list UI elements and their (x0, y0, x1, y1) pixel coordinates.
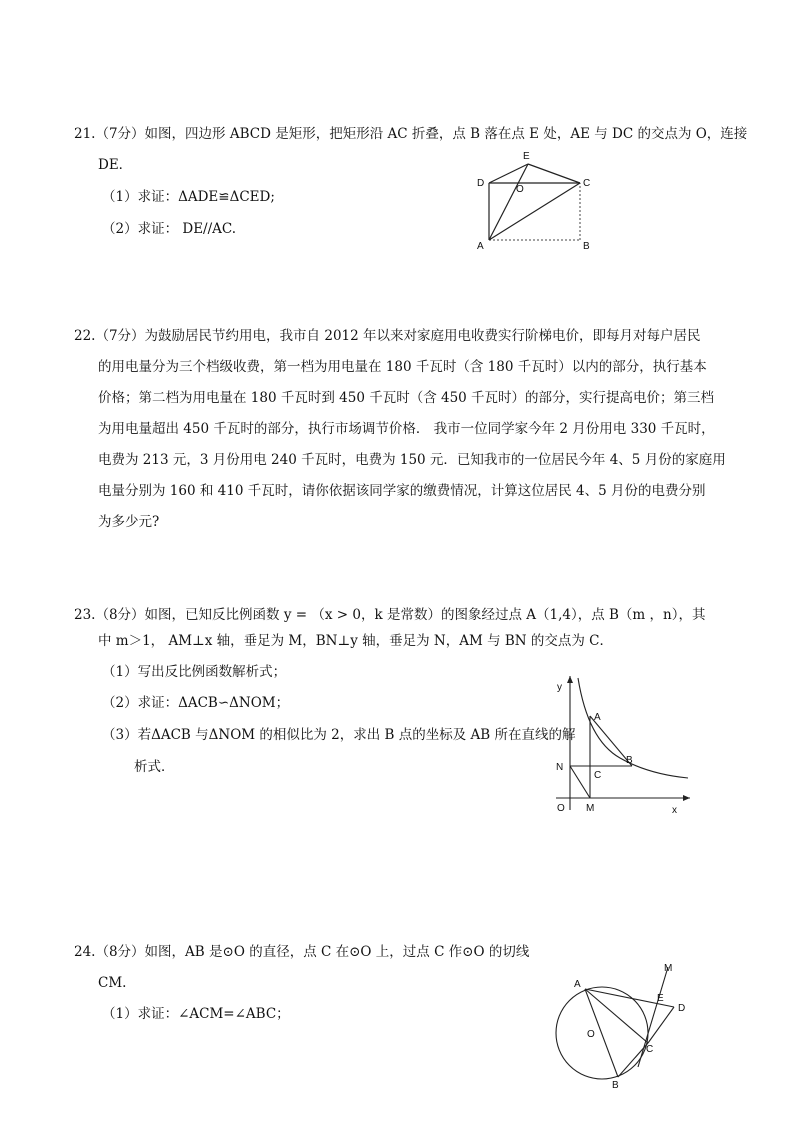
q23-label-N: N (556, 762, 564, 773)
q21-label-C: C (583, 178, 591, 189)
q22-line-5: 电费为 213 元，3 月份用电 240 千瓦时，电费为 150 元．已知我市的一位居民今年 4、5 月份的家庭用 (98, 452, 726, 468)
q23-hyperbola (578, 678, 688, 778)
q23-label-C: C (594, 770, 602, 781)
q22-line-4: 为用电量超出 450 千瓦时的部分，执行市场调节价格． 我市一位同学家今年 2 月份用电 330 千瓦时， (98, 421, 715, 437)
q24-line-2: CM. (98, 975, 127, 991)
q22-line-3: 价格；第二档为用电量在 180 千瓦时到 450 千瓦时（含 450 千瓦时）的部分，实行提高电价；第三档 (98, 390, 715, 406)
q24-part-1: （1）求证：∠ACM=∠ABC； (102, 1006, 290, 1022)
q23-line-2: 中 m＞1， AM⊥x 轴，垂足为 M，BN⊥y 轴，垂足为 N，AM 与 BN 的交点为 C． (98, 633, 614, 649)
q21-part-2: （2）求证： DE//AC. (102, 221, 237, 237)
q24-line-1: 24.（8分）如图，AB 是⊙O 的直径，点 C 在⊙O 上，过点 C 作⊙O 的切线 (74, 944, 530, 960)
q23-line-1: 23.（8分）如图，已知反比例函数 y = （x > 0，k 是常数）的图象经过点 A（1,4），点 B（m ，n），其 (74, 607, 706, 623)
q24-label-D: D (678, 1003, 686, 1014)
q23-part-1: （1）写出反比例函数解析式； (102, 664, 287, 680)
q22-line-6: 电量分别为 160 和 410 千瓦时，请你依据该同学家的缴费情况，计算这位居民 4、5 月份的电费分别 (98, 483, 706, 499)
q23-figure (548, 670, 698, 815)
q23-label-B: B (626, 755, 633, 766)
q23-y-arrow (567, 676, 573, 683)
q23-part-2: （2）求证：ΔACB∽ΔNOM； (102, 695, 290, 711)
q23-label-O: O (557, 803, 565, 814)
q23-part-3-cont: 析式． (134, 759, 175, 775)
q21-side-DE (489, 164, 528, 183)
q24-line-DC (648, 1007, 674, 1043)
q21-label-O: O (516, 184, 524, 195)
q23-label-y: y (557, 682, 562, 693)
q21-label-D: D (477, 178, 485, 189)
q22-line-1: 22.（7分）为鼓励居民节约用电，我市自 2012 年以来对家庭用电收费实行阶梯电价，即每月对每户居民 (74, 328, 701, 344)
q23-label-x: x (672, 805, 677, 816)
q24-label-O: O (587, 1029, 595, 1040)
q21-part-1: （1）求证：ΔADE≌ΔCED; (102, 189, 275, 205)
q24-figure (550, 955, 700, 1095)
q21-line-2: DE． (98, 157, 133, 173)
q21-line-1: 21.（7分）如图，四边形 ABCD 是矩形，把矩形沿 AC 折叠，点 B 落在点 E 处，AE 与 DC 的交点为 O，连接 (74, 126, 748, 142)
q24-label-E: E (657, 993, 664, 1004)
q21-side-EC (528, 164, 580, 183)
q21-label-B: B (583, 241, 590, 252)
q24-label-C: C (646, 1044, 654, 1055)
q21-label-A: A (477, 241, 484, 252)
q23-line-NM (570, 766, 590, 798)
q24-label-B: B (612, 1080, 619, 1091)
q24-label-A: A (574, 979, 581, 990)
q21-diagonal-AC (489, 183, 580, 240)
q21-figure (470, 145, 600, 255)
q23-part-3: （3）若ΔACB 与ΔNOM 的相似比为 2，求出 B 点的坐标及 AB 所在直线的解 (102, 727, 576, 743)
q24-label-M: M (664, 963, 673, 974)
q23-label-A: A (594, 712, 601, 723)
q22-line-7: 为多少元? (98, 514, 160, 530)
q21-label-E: E (523, 151, 530, 162)
q21-side-AE (489, 164, 528, 240)
q23-label-M: M (586, 803, 595, 814)
q22-line-2: 的用电量分为三个档级收费，第一档为用电量在 180 千瓦时（含 180 千瓦时）以内的部分，执行基本 (98, 359, 707, 375)
q23-x-arrow (683, 795, 690, 801)
